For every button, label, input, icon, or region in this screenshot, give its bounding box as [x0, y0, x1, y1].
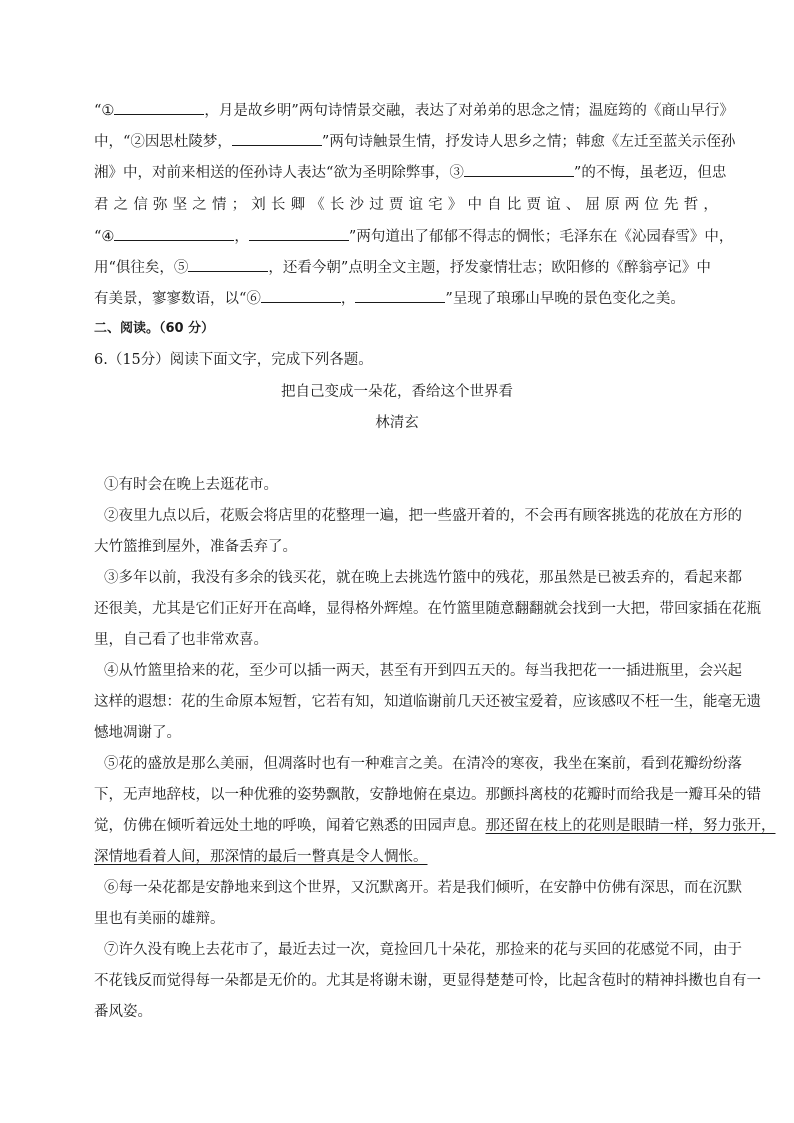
poetry-line-5 [94, 226, 734, 247]
poetry-line-4-char: ； [231, 197, 247, 213]
text: ”两句道出了郁郁不得志的惆怅；毛泽东在《沁园春雪》中， [348, 229, 734, 245]
underlined-sentence: 那还留在枝上的花则是眼睛一样，努力张开， [485, 818, 776, 834]
text: 觉，仿佛在倾听着远处土地的呼唤，闻着它熟悉的田园声息。 [94, 818, 486, 834]
poetry-line-4-char: 贾 [526, 197, 541, 213]
paragraph-4-line-1: ④从竹篮里拾来的花，至少可以插一两天，甚至有开到四五天的。每当我把花一一插进瓶里，会兴起 [104, 663, 742, 679]
poetry-line-4-char: 位 [644, 197, 659, 213]
text: ”呈现了琅琊山早晚的景色变化之美。 [445, 291, 685, 307]
paragraph-3-line-3: 里，自己看了也非常欢喜。 [94, 632, 268, 648]
poetry-line-4-char: 两 [624, 197, 640, 213]
poetry-line-4-char: 君 [94, 197, 109, 213]
poetry-line-4 [94, 195, 718, 215]
text: 用“俱往矣，⑤ [94, 260, 189, 276]
poetry-line-4-char: 之 [192, 197, 207, 213]
poetry-line-4-char: 情 [211, 197, 227, 213]
poetry-line-4-char: 刘 [251, 197, 266, 213]
poetry-line-1 [94, 100, 734, 121]
poetry-line-4-char: 谊 [546, 197, 561, 213]
text: 有美景，寥寥数语，以“⑥ [94, 291, 261, 307]
section-heading: 二、阅读。（60 分） [94, 321, 215, 336]
text: ”的不悔，虽老迈，但忠 [573, 165, 727, 181]
blank-4a[interactable] [114, 226, 234, 241]
text: 湘》中，对前来相送的侄孙诗人表达“欲为圣明除弊事，③ [94, 165, 464, 181]
poetry-line-4-char: 宅 [428, 197, 443, 213]
poetry-line-4-char: 谊 [408, 197, 423, 213]
article-author: 林清玄 [375, 415, 419, 431]
blank-4b[interactable] [249, 226, 349, 241]
poetry-line-4-char: 弥 [152, 197, 168, 213]
article-title: 把自己变成一朵花，香给这个世界看 [281, 384, 513, 400]
poetry-line-4-char: 沙 [349, 197, 365, 213]
text: ， [234, 229, 249, 245]
paragraph-2-line-2: 大竹篮推到屋外，准备丢弃了。 [94, 539, 297, 555]
text: “④ [94, 229, 115, 245]
poetry-line-4-char: 长 [329, 197, 345, 213]
poetry-line-7 [94, 288, 718, 309]
poetry-line-4-char: 》 [447, 197, 463, 213]
blank-5[interactable] [188, 257, 268, 272]
poetry-line-4-char: 比 [506, 197, 522, 213]
text: 中，“②因思杜陵梦， [94, 134, 232, 150]
poetry-line-4-char: 先 [664, 197, 679, 213]
paragraph-7-line-3: 番风姿。 [94, 1004, 152, 1020]
poetry-line-4-char: 坚 [172, 197, 188, 213]
paragraph-2-line-1: ②夜里九点以后，花贩会将店里的花整理一遍，把一些盛开着的，不会再有顾客挑选的花放在方形的 [104, 508, 742, 524]
poetry-line-4-char: 自 [487, 197, 502, 213]
paragraph-5-line-2: 下，无声地辞枝，以一种优雅的姿势飘散，安静地俯在桌边。那颤抖离枝的花瓣时而给我是一瓣耳朵的错 [94, 787, 761, 803]
poetry-line-4-char: 哲 [683, 197, 699, 213]
poetry-line-4-char: 长 [270, 197, 286, 213]
paragraph-5-line-1: ⑤花的盛放是那么美丽，但凋落时也有一种难言之美。在清冷的寒夜，我坐在案前，看到花瓣纷纷落 [104, 756, 742, 772]
poetry-line-4-char: 过 [369, 197, 384, 213]
paragraph-5-line-3 [94, 816, 776, 836]
blank-6b[interactable] [355, 288, 445, 303]
poetry-line-4-char: 卿 [290, 197, 306, 213]
paragraph-7-line-2: 不花钱反而觉得每一朵都是无价的。尤其是将谢未谢，更显得楚楚可怜，比起含苞时的精神抖擞也自有一 [94, 973, 761, 989]
poetry-line-4-char: 中 [467, 197, 482, 213]
text: ，月是故乡明”两句诗情景交融，表达了对弟弟的思念之情；温庭筠的《商山早行》 [204, 103, 734, 119]
poetry-line-2 [94, 131, 736, 152]
paragraph-6-line-2: 里也有美丽的雄辩。 [94, 911, 225, 927]
blank-3[interactable] [464, 162, 574, 177]
poetry-line-4-char: 原 [605, 197, 620, 213]
paragraph-3-line-1: ③多年以前，我没有多余的钱买花，就在晚上去挑选竹篮中的残花，那虽然是已被丢弃的，看起来都 [104, 570, 742, 586]
blank-1[interactable] [114, 100, 204, 115]
text: “① [94, 103, 115, 119]
paragraph-4-line-3: 憾地凋谢了。 [94, 725, 181, 741]
poetry-line-4-char: 信 [133, 197, 148, 213]
poetry-line-6 [94, 257, 718, 278]
text: ”两句诗触景生情，抒发诗人思乡之情；韩愈《左迁至蓝关示侄孙 [321, 134, 736, 150]
paragraph-7-line-1: ⑦许久没有晚上去花市了，最近去过一次，竟捡回几十朵花，那捡来的花与买回的花感觉不同，由于 [104, 942, 742, 958]
paragraph-5-line-4: 深情地看着人间，那深情的最后一瞥真是令人惆怅。 [94, 849, 428, 865]
poetry-line-4-char: 之 [113, 197, 129, 213]
paragraph-1: ①有时会在晚上去逛花市。 [104, 477, 278, 493]
text: ，还看今朝”点明全文主题，抒发豪情壮志；欧阳修的《醉翁亭记》中 [268, 260, 711, 276]
question-6: 6.（15分）阅读下面文字，完成下列各题。 [94, 352, 373, 368]
paragraph-6-line-1: ⑥每一朵花都是安静地来到这个世界，又沉默离开。若是我们倾听，在安静中仿佛有深思，而在沉默 [104, 880, 742, 896]
poetry-line-4-char: 、 [565, 197, 581, 213]
poetry-line-4-char: 《 [310, 197, 325, 213]
paragraph-4-line-2: 这样的遐想：花的生命原本短暂，它若有知，知道临谢前几天还被宝爱着，应该感叹不枉一生，能毫无遗 [94, 694, 761, 710]
blank-6a[interactable] [261, 288, 341, 303]
text: ， [340, 291, 356, 307]
blank-2[interactable] [232, 131, 322, 146]
poetry-line-4-char: 贾 [388, 197, 404, 213]
poetry-line-3 [94, 162, 727, 183]
poetry-line-4-char: 屈 [585, 197, 600, 213]
poetry-line-4-char: ， [703, 197, 718, 213]
paragraph-3-line-2: 还很美，尤其是它们正好开在高峰，显得格外辉煌。在竹篮里随意翻翻就会找到一大把，带回家插在花瓶 [94, 601, 761, 617]
